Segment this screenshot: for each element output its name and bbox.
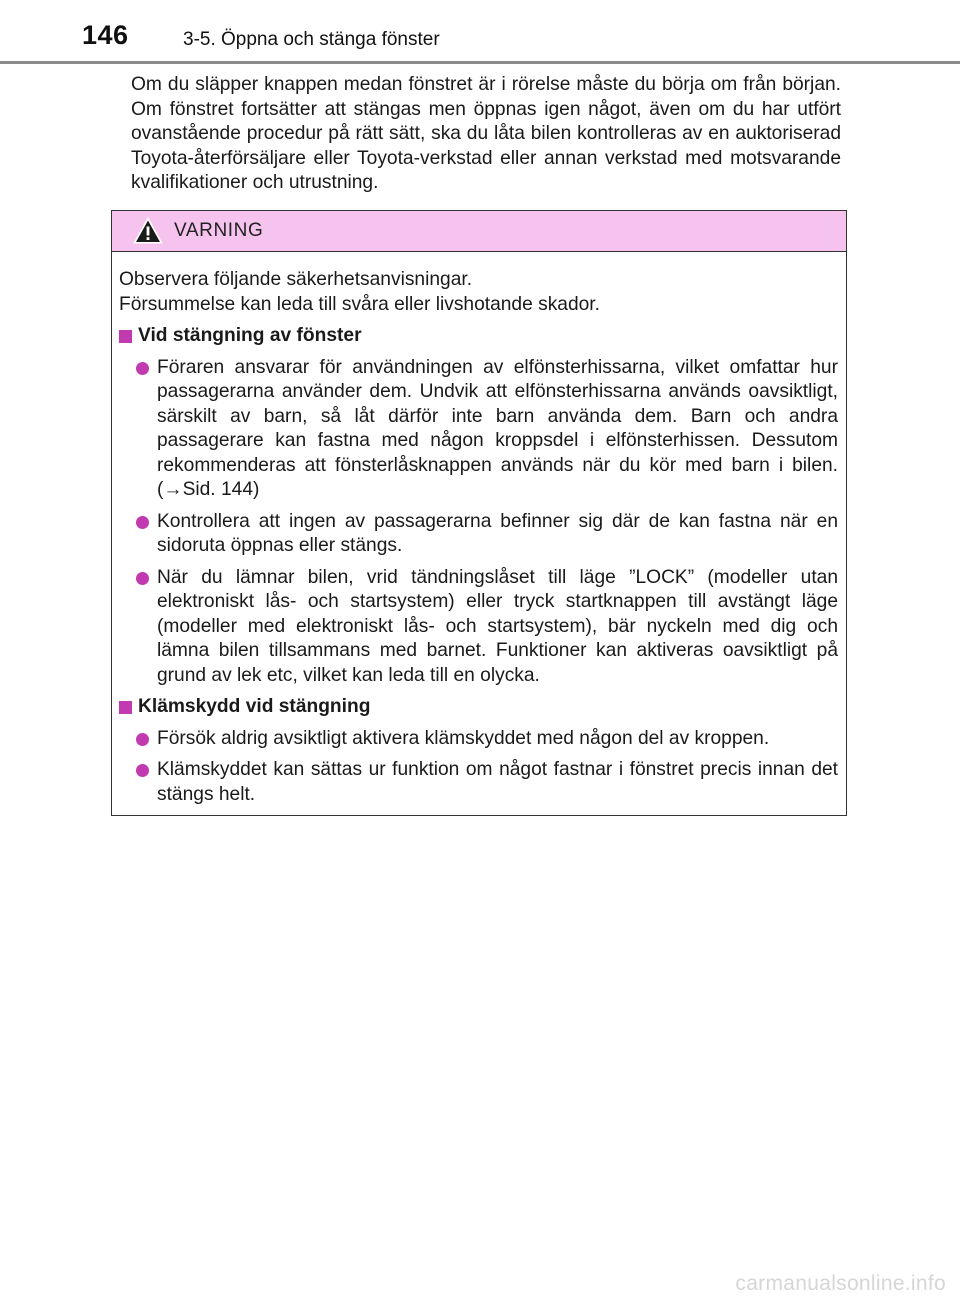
- section-heading: [119, 324, 838, 349]
- list-item-text: När du lämnar bilen, vrid tändningslåset till läge ”LOCK” (modeller utan elektroniskt lås- och startsystem) eller tryck startknappen till avstängt läge (modeller med elektroniskt lås- och startsystem), bär nyckeln med dig och lämna bilen tillsammans med barnet. Funktioner kan aktiveras oavsiktligt på grund av lek etc, vilket kan leda till en olycka.: [157, 566, 838, 686]
- list-item: [119, 758, 838, 807]
- circle-bullet-icon: [136, 764, 149, 777]
- warning-intro-line: Observera följande säkerhetsanvisningar.: [119, 269, 473, 290]
- list-item-text: Kontrollera att ingen av passagerarna befinner sig där de kan fastna när en sidoruta öppnas eller stängs.: [157, 510, 838, 556]
- list-item: [119, 727, 838, 752]
- square-bullet-icon: [119, 330, 132, 343]
- circle-bullet-icon: [136, 572, 149, 585]
- warning-intro-line: Försummelse kan leda till svåra eller livshotande skador.: [119, 293, 600, 315]
- warning-label: VARNING: [174, 220, 264, 241]
- watermark: carmanualsonline.info: [735, 1272, 946, 1295]
- section-heading-text: Vid stängning av fönster: [138, 325, 362, 346]
- section-title: 3-5. Öppna och stänga fönster: [183, 29, 440, 50]
- warning-header: [112, 211, 846, 252]
- header-divider: [0, 61, 960, 64]
- warning-body: [112, 252, 846, 807]
- warning-box: [111, 210, 847, 816]
- circle-bullet-icon: [136, 516, 149, 529]
- list-item: [119, 510, 838, 559]
- intro-paragraph: Om du släpper knappen medan fönstret är i rörelse måste du börja om från början. Om fönstret fortsätter att stängas men öppnas igen något, även om du har utfört ovanstående procedur på rätt sätt, ska du låta bilen kontrolleras av en auktoriserad Toyota-återförsäljare eller Toyota-verkstad eller annan verkstad med motsvarande kvalifikationer och utrustning.: [131, 74, 841, 193]
- page-number: 146: [82, 20, 129, 50]
- list-item: [119, 356, 838, 503]
- circle-bullet-icon: [136, 733, 149, 746]
- page-header: [0, 0, 960, 62]
- list-item-text: Försök aldrig avsiktligt aktivera klämskyddet med någon del av kroppen.: [157, 727, 770, 749]
- list-item-text: Föraren ansvarar för användningen av elfönsterhissarna, vilket omfattar hur passagerarna använder dem. Undvik att elfönsterhissarna används oavsiktligt, särskilt av barn, så låt därför inte barn använda dem. Barn och andra passagerare kan fastna med någon kroppsdel i elfönsterhissen. Dessutom rekommenderas att fönsterlåsknappen används när du kör med barn i bilen. (→Sid. 144): [157, 356, 838, 500]
- square-bullet-icon: [119, 701, 132, 714]
- circle-bullet-icon: [136, 362, 149, 375]
- section-heading-text: Klämskydd vid stängning: [138, 696, 371, 717]
- list-item: [119, 566, 838, 689]
- list-item-text: Klämskyddet kan sättas ur funktion om något fastnar i fönstret precis innan det stängs helt.: [157, 759, 838, 805]
- section-heading: [119, 695, 838, 720]
- warning-triangle-icon: [133, 217, 163, 244]
